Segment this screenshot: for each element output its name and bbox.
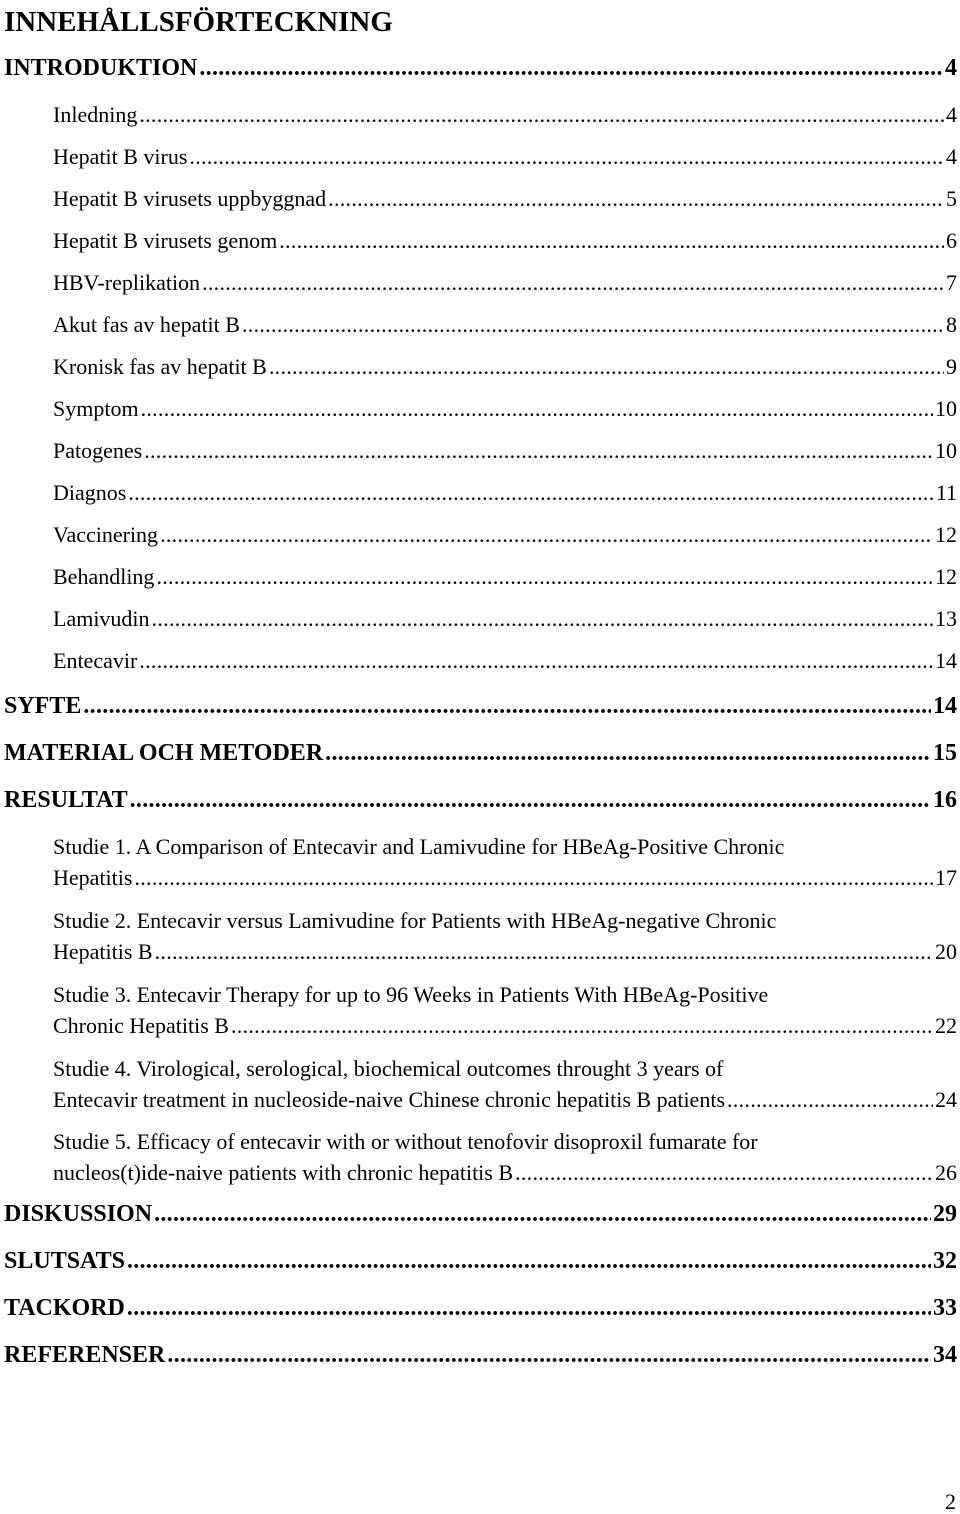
toc-entry-title: Entecavir treatment in nucleoside-naive Chinese chronic hepatitis B patients xyxy=(53,1087,725,1112)
dot-leader xyxy=(328,184,944,214)
dot-leader xyxy=(231,1011,933,1041)
toc-entry-page: 10 xyxy=(935,438,957,463)
toc-entry-page: 5 xyxy=(946,186,957,211)
toc-entry-line xyxy=(53,226,957,256)
toc-entry-line xyxy=(4,1293,957,1323)
toc-entry-title: Chronic Hepatitis B xyxy=(53,1013,229,1038)
toc-entry-line xyxy=(4,1340,957,1370)
toc-entry-page: 12 xyxy=(935,564,957,589)
toc-entry-title: HBV-replikation xyxy=(53,270,201,295)
dot-leader xyxy=(167,1340,931,1370)
dot-leader xyxy=(727,1085,933,1115)
toc-entry-page: 16 xyxy=(933,787,957,813)
dot-leader xyxy=(279,226,944,256)
toc-entry-title: Inledning xyxy=(53,102,138,127)
toc-entry-page: 4 xyxy=(946,102,957,127)
toc-entry-title: DISKUSSION xyxy=(4,1201,153,1227)
dot-leader xyxy=(152,604,933,634)
toc-entry-line xyxy=(53,310,957,340)
toc-entry-page: 8 xyxy=(946,312,957,337)
dot-leader xyxy=(199,53,943,83)
toc-entry-line xyxy=(53,863,957,893)
dot-leader xyxy=(269,352,944,382)
toc-entry-title: SLUTSATS xyxy=(4,1248,125,1274)
page-number: 2 xyxy=(945,1489,956,1514)
toc-entry-title: Symptom xyxy=(53,396,139,421)
toc-entry-line xyxy=(53,142,957,172)
toc-entry-line xyxy=(53,394,957,424)
toc-entry-page: 7 xyxy=(946,270,957,295)
toc-entry-title: Diagnos xyxy=(53,480,127,505)
toc-entry-line xyxy=(4,53,957,83)
toc-entry-line xyxy=(53,906,957,936)
toc-entry-page: 9 xyxy=(946,354,957,379)
dot-leader xyxy=(134,863,933,893)
toc-entry-page: 11 xyxy=(935,480,957,505)
toc-entry-title: REFERENSER xyxy=(4,1342,166,1368)
dot-leader xyxy=(127,1246,931,1276)
toc-entry-line xyxy=(53,268,957,298)
dot-leader xyxy=(325,738,931,768)
toc-entry-title: SYFTE xyxy=(4,693,82,719)
toc-entry-line xyxy=(53,937,957,967)
toc-entry-title: Akut fas av hepatit B xyxy=(53,312,240,337)
toc-entry-page: 6 xyxy=(946,228,957,253)
toc-entry-page: 4 xyxy=(945,55,957,81)
toc-entry-title: Behandling xyxy=(53,564,155,589)
toc-entry-title: Kronisk fas av hepatit B xyxy=(53,354,267,379)
dot-leader xyxy=(155,937,933,967)
toc-entry-line xyxy=(53,100,957,130)
toc-entry-line xyxy=(4,785,957,815)
toc-entry-title: Studie 1. A Comparison of Entecavir and Lamivudine for HBeAg-Positive Chronic xyxy=(53,834,785,859)
toc-entry-page: 10 xyxy=(935,396,957,421)
toc-entry-line xyxy=(53,520,957,550)
toc-entry-title: Hepatit B virus xyxy=(53,144,188,169)
toc-entry-title: Studie 3. Entecavir Therapy for up to 96 Weeks in Patients With HBeAg-Positive xyxy=(53,982,769,1007)
toc-entry-title: Studie 2. Entecavir versus Lamivudine for Patients with HBeAg-negative Chronic xyxy=(53,908,777,933)
toc-entry-page: 14 xyxy=(935,648,957,673)
toc-entry-line xyxy=(53,1054,957,1084)
toc-entry-title: INTRODUKTION xyxy=(4,55,198,81)
dot-leader xyxy=(154,1199,931,1229)
dot-leader xyxy=(189,142,944,172)
dot-leader xyxy=(202,268,944,298)
toc-heading: INNEHÅLLSFÖRTECKNING xyxy=(4,6,393,38)
toc-entry-title: MATERIAL OCH METODER xyxy=(4,740,324,766)
toc-entry-title: Hepatitis xyxy=(53,865,133,890)
toc-entry-line xyxy=(53,1127,957,1157)
toc-entry-line xyxy=(53,1085,957,1115)
toc-entry-title: Entecavir xyxy=(53,648,138,673)
toc-entry-page: 15 xyxy=(933,740,957,766)
toc-entry-title: Studie 4. Virological, serological, biochemical outcomes throught 3 years of xyxy=(53,1056,724,1081)
toc-entry-title: Hepatitis B xyxy=(53,939,153,964)
toc-entry-page: 32 xyxy=(933,1248,957,1274)
toc-entry-line xyxy=(53,352,957,382)
toc-entry-line xyxy=(4,738,957,768)
dot-leader xyxy=(128,478,933,508)
toc-entry-page: 29 xyxy=(933,1201,957,1227)
toc-entry-line xyxy=(4,691,957,721)
dot-leader xyxy=(156,562,933,592)
toc-entry-line xyxy=(53,604,957,634)
dot-leader xyxy=(130,785,931,815)
dot-leader xyxy=(515,1158,933,1188)
toc-entry-page: 17 xyxy=(935,865,957,890)
toc-entry-line xyxy=(53,1011,957,1041)
dot-leader xyxy=(83,691,931,721)
dot-leader xyxy=(141,394,933,424)
toc-entry-page: 24 xyxy=(935,1087,957,1112)
toc-entry-line xyxy=(53,646,957,676)
toc-entry-page: 4 xyxy=(946,144,957,169)
toc-entry-line xyxy=(53,184,957,214)
toc-entry-title: Studie 5. Efficacy of entecavir with or without tenofovir disoproxil fumarate for xyxy=(53,1129,758,1154)
dot-leader xyxy=(242,310,944,340)
toc-entry-line xyxy=(4,1199,957,1229)
toc-entry-title: Hepatit B virusets uppbyggnad xyxy=(53,186,327,211)
toc-entry-title: RESULTAT xyxy=(4,787,128,813)
dot-leader xyxy=(127,1293,931,1323)
toc-entry-page: 22 xyxy=(935,1013,957,1038)
toc-entry-title: Vaccinering xyxy=(53,522,159,547)
toc-entry-page: 14 xyxy=(933,693,957,719)
toc-entry-page: 26 xyxy=(935,1160,957,1185)
dot-leader xyxy=(139,100,944,130)
toc-entry-title: TACKORD xyxy=(4,1295,125,1321)
toc-entry-title: nucleos(t)ide-naive patients with chronic hepatitis B xyxy=(53,1160,514,1185)
dot-leader xyxy=(160,520,933,550)
toc-entry-page: 33 xyxy=(933,1295,957,1321)
toc-entry-line xyxy=(53,832,957,862)
toc-entry-title: Lamivudin xyxy=(53,606,150,631)
dot-leader xyxy=(139,646,933,676)
toc-entry-line xyxy=(4,1246,957,1276)
toc-entry-line xyxy=(53,478,957,508)
toc-entry-line xyxy=(53,1158,957,1188)
toc-entry-page: 34 xyxy=(933,1342,957,1368)
toc-entry-line xyxy=(53,562,957,592)
toc-entry-page: 20 xyxy=(935,939,957,964)
toc-entry-title: Patogenes xyxy=(53,438,143,463)
dot-leader xyxy=(144,436,933,466)
toc-entry-page: 12 xyxy=(935,522,957,547)
toc-entry-line xyxy=(53,980,957,1010)
toc-entry-line xyxy=(53,436,957,466)
toc-entry-page: 13 xyxy=(935,606,957,631)
toc-entry-title: Hepatit B virusets genom xyxy=(53,228,278,253)
